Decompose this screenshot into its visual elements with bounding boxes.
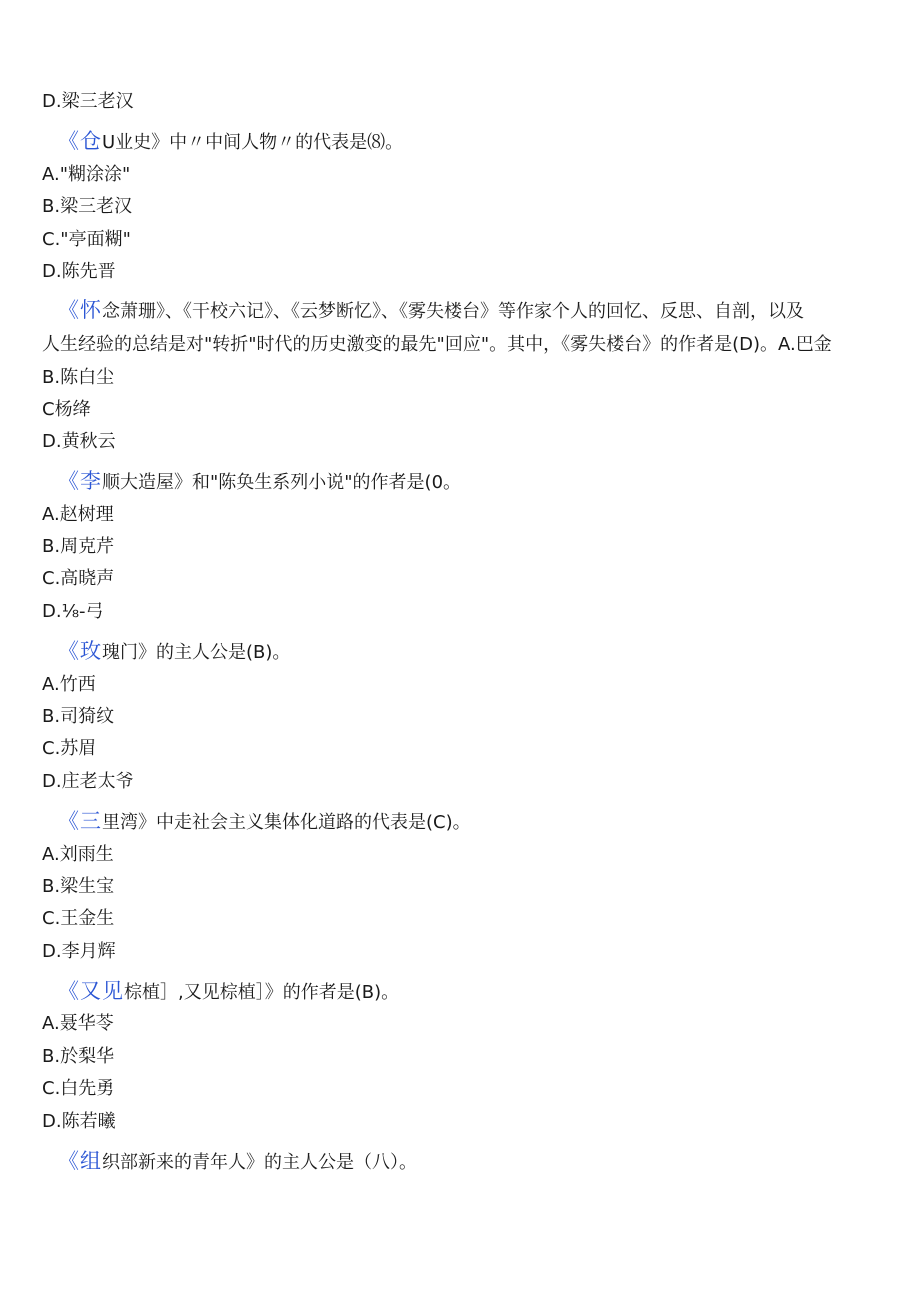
option-line: C.高晓声 (42, 568, 115, 589)
question-lead: 《怀 (58, 298, 102, 322)
question-lead: 《三 (58, 809, 102, 833)
option-line: C.苏眉 (42, 738, 97, 759)
question-lead: 《组 (58, 1149, 102, 1173)
question-line (58, 1150, 880, 1174)
question-lead: 《李 (58, 469, 102, 493)
question-text: U业史》中〃中间人物〃的代表是⑻。 (102, 132, 404, 153)
option-line: C.白先勇 (42, 1078, 115, 1099)
option-line: B.於梨华 (42, 1046, 115, 1067)
question-text: 顺大造屋》和"陈奂生系列小说"的作者是(0。 (102, 472, 462, 493)
option-line: D.陈先晋 (42, 261, 116, 282)
option-line: A.刘雨生 (42, 844, 114, 865)
question-line (58, 640, 880, 664)
question-continuation: 人生经验的总结是对"转折"时代的历史激变的最先"回应"。其中，《雾失楼台》的作者是(D)。A.巴金 (42, 334, 832, 355)
option-line: A.赵树理 (42, 504, 114, 525)
question-text: 棕植］,又见棕植］》的作者是(B)。 (124, 982, 400, 1003)
option-line: D.陈若曦 (42, 1111, 116, 1132)
question-text: 念萧珊》、《干校六记》、《云梦断忆》、《雾失楼台》等作家个人的回忆、反思、自剖，以及 (102, 301, 804, 322)
question-line (58, 470, 880, 494)
option-line: B.司猗纹 (42, 706, 115, 727)
option-line: A.聂华苓 (42, 1013, 114, 1034)
option-line: B.梁三老汉 (42, 196, 133, 217)
question-line (58, 980, 880, 1004)
option-line: D.⅛-弓 (42, 601, 104, 622)
option-line: D.梁三老汉 (42, 91, 134, 112)
question-line (58, 299, 880, 323)
option-line: D.李月辉 (42, 941, 116, 962)
option-line: A.竹西 (42, 674, 96, 695)
option-line: D.黄秋云 (42, 431, 116, 452)
question-line (58, 130, 880, 154)
question-text: 织部新来的青年人》的主人公是（八）。 (102, 1152, 417, 1173)
option-line: C杨绛 (42, 399, 91, 420)
question-text: 瑰门》的主人公是(B)。 (102, 642, 291, 663)
question-text: 里湾》中走社会主义集体化道路的代表是(C)。 (102, 812, 471, 833)
option-line: D.庄老太爷 (42, 771, 134, 792)
question-lead: 《玫 (58, 639, 102, 663)
option-line: B.陈白尘 (42, 367, 115, 388)
option-line: B.周克芹 (42, 536, 115, 557)
question-lead: 《又见 (58, 979, 124, 1003)
option-line: A."糊涂涂" (42, 164, 131, 185)
option-line: C.王金生 (42, 908, 115, 929)
option-line: B.梁生宝 (42, 876, 115, 897)
question-line (58, 810, 880, 834)
option-line: C."亭面糊" (42, 229, 131, 250)
question-lead: 《仓 (58, 129, 102, 153)
